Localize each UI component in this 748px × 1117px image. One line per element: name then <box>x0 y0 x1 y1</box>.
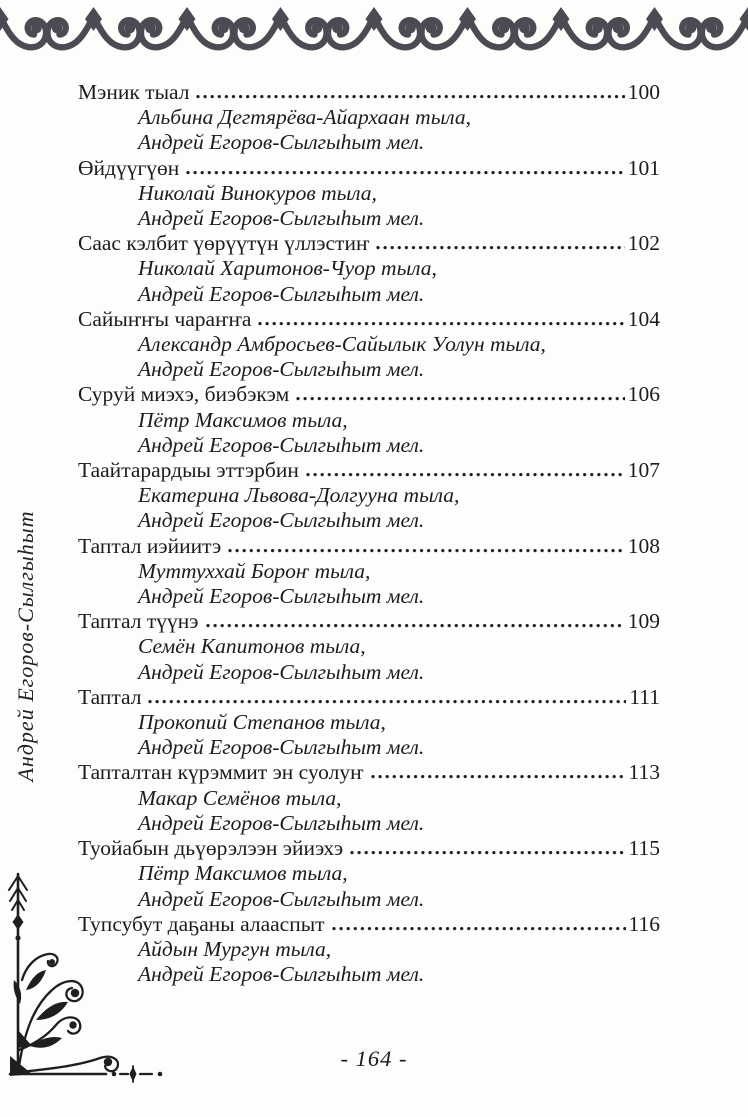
credit-line: Альбина Дегтярёва-Айархаан тыла, <box>138 105 472 130</box>
song-title: Таптал түүнэ <box>78 609 199 634</box>
toc-entry <box>78 382 660 458</box>
song-title: Тупсубут даҕаны алааспыт <box>78 911 325 936</box>
song-credits <box>78 483 660 533</box>
credit-line: Андрей Егоров-Сылгыһыт мел. <box>138 432 425 457</box>
song-credits <box>78 105 660 155</box>
credit-line: Айдын Мургун тыла, <box>138 936 332 961</box>
toc-title-row <box>78 836 660 861</box>
credit-line: Андрей Егоров-Сылгыһыт мел. <box>138 962 425 987</box>
song-page-number: 107 <box>627 458 660 483</box>
credit-line: Андрей Егоров-Сылгыһыт мел. <box>138 206 425 231</box>
dotted-leader <box>371 775 626 779</box>
song-credits <box>78 786 660 836</box>
song-page-number: 108 <box>627 533 660 558</box>
song-credits <box>78 181 660 231</box>
dotted-leader <box>376 246 624 250</box>
toc-entry <box>78 307 660 383</box>
credit-line: Семён Капитонов тыла, <box>138 634 366 659</box>
credit-line: Андрей Егоров-Сылгыһыт мел. <box>138 584 425 609</box>
song-page-number: 104 <box>627 306 660 331</box>
song-title: Туойабын дьүөрэлээн эйиэхэ <box>78 836 344 861</box>
dotted-leader <box>196 95 624 99</box>
credit-line: Николай Винокуров тыла, <box>138 180 377 205</box>
song-page-number: 106 <box>627 382 660 407</box>
credit-line: Андрей Егоров-Сылгыһыт мел. <box>138 281 425 306</box>
song-title: Өйдүүгүөн <box>78 155 180 180</box>
toc-entry <box>78 534 660 610</box>
song-credits <box>78 634 660 684</box>
song-page-number: 116 <box>628 911 660 936</box>
toc-entry <box>78 458 660 534</box>
margin-author-vertical-text: Андрей Егоров-Сылгыһыт <box>13 510 38 782</box>
song-page-number: 111 <box>629 684 660 709</box>
credit-line: Андрей Егоров-Сылгыһыт мел. <box>138 130 425 155</box>
song-page-number: 113 <box>628 760 660 785</box>
dotted-leader <box>350 851 625 855</box>
dotted-leader <box>306 473 625 477</box>
credit-line: Екатерина Львова-Долгууна тыла, <box>138 483 460 508</box>
song-page-number: 102 <box>627 231 660 256</box>
song-title: Тапталтан күрэммит эн суолуҥ <box>78 760 364 785</box>
toc-list <box>78 80 660 987</box>
toc-title-row <box>78 80 660 105</box>
toc-title-row <box>78 307 660 332</box>
song-title: Сайыҥҥы чараҥҥа <box>78 306 252 331</box>
song-credits <box>78 332 660 382</box>
toc-title-row <box>78 382 660 407</box>
toc-title-row <box>78 156 660 181</box>
song-title: Таптал <box>78 684 142 709</box>
credit-line: Андрей Егоров-Сылгыһыт мел. <box>138 508 425 533</box>
credit-line: Андрей Егоров-Сылгыһыт мел. <box>138 886 425 911</box>
toc-entry <box>78 156 660 232</box>
dotted-leader <box>228 549 624 553</box>
credit-line: Муттуххай Бороҥ тыла, <box>138 558 371 583</box>
toc-title-row <box>78 231 660 256</box>
song-page-number: 115 <box>628 836 660 861</box>
song-page-number: 101 <box>627 155 660 180</box>
credit-line: Андрей Егоров-Сылгыһыт мел. <box>138 659 425 684</box>
song-page-number: 109 <box>627 609 660 634</box>
dotted-leader <box>148 700 626 704</box>
credit-line: Прокопий Степанов тыла, <box>138 710 386 735</box>
toc-title-row <box>78 760 660 785</box>
page-number: - 164 - <box>340 1046 408 1071</box>
song-credits <box>78 256 660 306</box>
scroll-border-icon <box>0 5 748 63</box>
song-title: Таайтарардыы эттэрбин <box>78 458 299 483</box>
song-title: Таптал иэйиитэ <box>78 533 222 558</box>
toc-title-row <box>78 458 660 483</box>
song-credits <box>78 710 660 760</box>
song-page-number: 100 <box>627 80 660 104</box>
dotted-leader <box>258 322 624 326</box>
credit-line: Александр Амбросьев-Сайылык Уолун тыла, <box>138 332 546 357</box>
credit-line: Андрей Егоров-Сылгыһыт мел. <box>138 357 425 382</box>
toc-title-row <box>78 685 660 710</box>
song-credits <box>78 559 660 609</box>
toc-title-row <box>78 534 660 559</box>
credit-line: Николай Харитонов-Чуор тыла, <box>138 256 437 281</box>
credit-line: Пётр Максимов тыла, <box>138 861 348 886</box>
credit-line: Макар Семёнов тыла, <box>138 785 342 810</box>
dotted-leader <box>332 927 626 931</box>
credit-line: Андрей Егоров-Сылгыһыт мел. <box>138 810 425 835</box>
credit-line: Пётр Максимов тыла, <box>138 407 348 432</box>
toc-entry <box>78 685 660 761</box>
dotted-leader <box>296 397 625 401</box>
toc-entry <box>78 609 660 685</box>
toc-title-row <box>78 609 660 634</box>
toc-entry <box>78 760 660 836</box>
song-title: Суруй миэхэ, биэбэкэм <box>78 382 290 407</box>
toc-entry <box>78 231 660 307</box>
song-title: Саас кэлбит үөрүүтүн үллэстиҥ <box>78 231 370 256</box>
song-credits <box>78 408 660 458</box>
dotted-leader <box>206 624 625 628</box>
song-title: Мэник тыал <box>78 80 190 104</box>
credit-line: Андрей Егоров-Сылгыһыт мел. <box>138 735 425 760</box>
dotted-leader <box>186 171 624 175</box>
toc-entry <box>78 80 660 156</box>
